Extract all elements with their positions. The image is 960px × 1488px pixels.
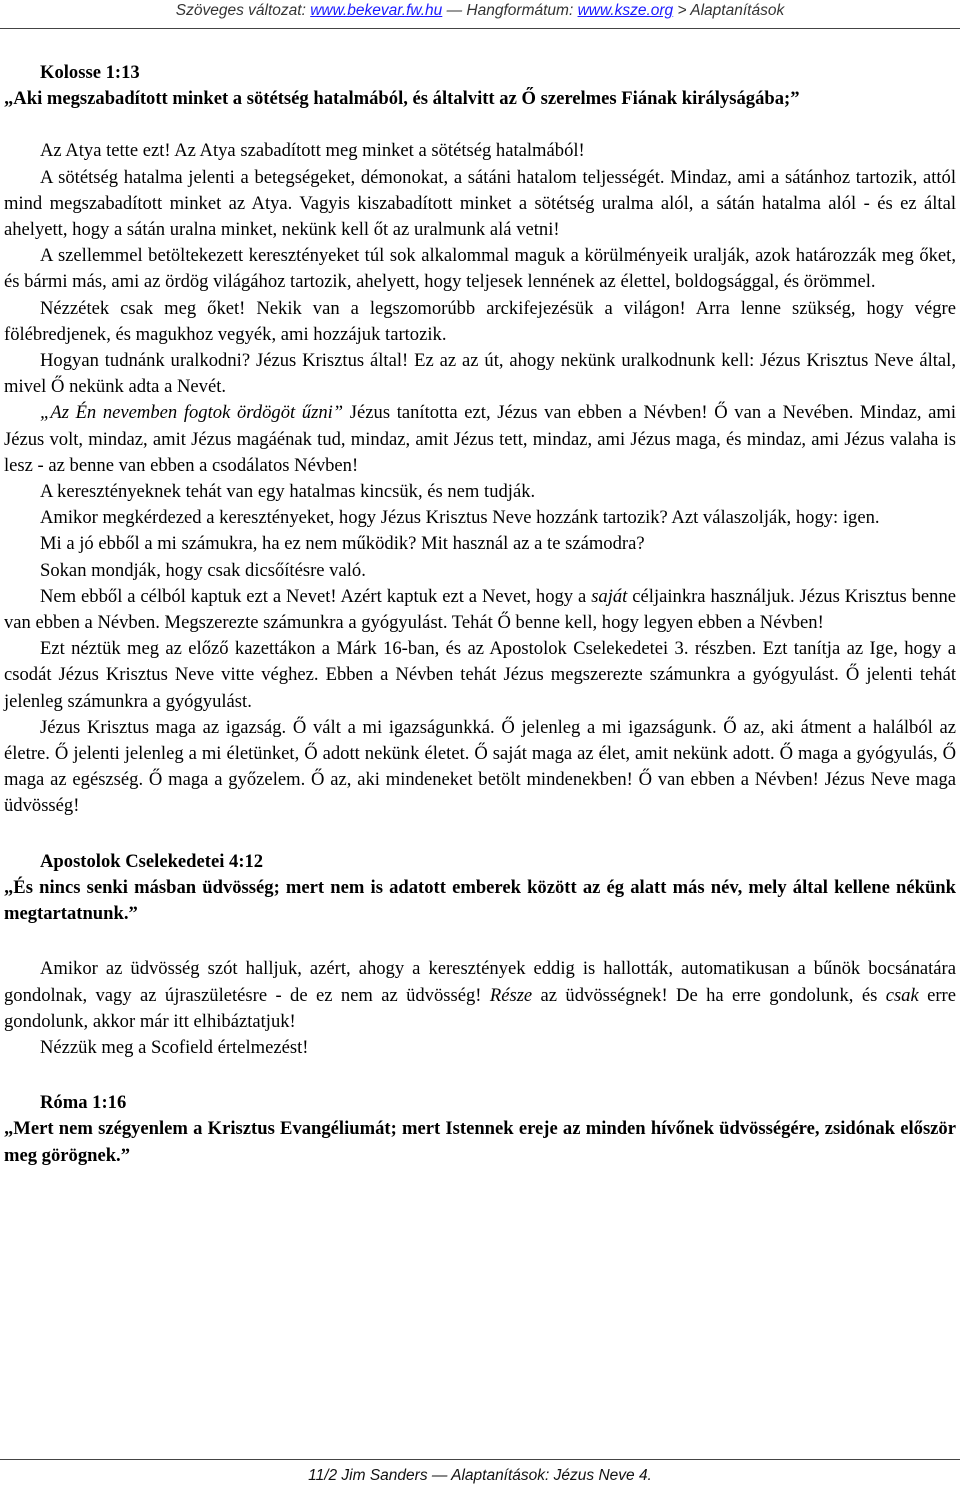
paragraph-text: az üdvösségnek! De ha erre gondolunk, és — [532, 984, 886, 1006]
emphasis: csak — [885, 984, 919, 1006]
spacer — [4, 112, 956, 138]
paragraph-name — [4, 400, 956, 479]
roma-reference: Róma 1:16 — [40, 1092, 127, 1114]
paragraph: Mi a jó ebből a mi számukra, ha ez nem működik? Mit használ az a te számodra? — [40, 533, 645, 555]
paragraph: A szellemmel betöltekezett keresztényeket túl sok alkalommal maguk a körülményeik uralják, azok határozzák meg őket, és bármi más, ami az ördög világához tartozik, ahelyett, hogy teljesek lennének az élettel, boldogsággal, és örömmel. — [4, 245, 956, 293]
spacer — [4, 1061, 956, 1090]
paragraph-text: erre gondolunk, akkor már itt elhibáztatjuk! — [4, 984, 956, 1032]
paragraph: Sokan mondják, hogy csak dicsőítésre való. — [40, 559, 366, 581]
spacer — [4, 820, 956, 849]
bekevar-link[interactable]: www.bekevar.fw.hu — [310, 2, 443, 19]
page-footer — [0, 1447, 960, 1488]
paragraph: A keresztényeknek tehát van egy hatalmas kincsük, és nem tudják. — [40, 481, 536, 503]
paragraph-text: céljainkra használjuk. Jézus Krisztus benne van ebben a Névben. Megszerezte számunkra a gyógyulást. Tehát Ő benne kell, hogy legyen ebben a Névben! — [4, 585, 957, 634]
paragraph: Jézus Krisztus maga az igazság. Ő vált a mi igazságunkká. Ő jelenleg a mi igazságunk. Ő az, aki átment a halálból az életre. Ő jelenti jelenleg a mi életünket, Ő adott nekünk életet. Ő saját maga az élet, amit nekünk adott. Ő maga a gyógyulás, Ő maga az egészség. Ő maga a győzelem. Ő az, aki mindeneket betölt mindenekben! Ő van ebben a Névben! Jézus Neve maga üdvösség! — [4, 716, 956, 817]
document-body — [4, 60, 956, 1169]
header-label: Szöveges változat: — [175, 2, 311, 19]
paragraph: Az Atya tette ezt! Az Atya szabadított meg minket a sötétség hatalmából! — [40, 140, 585, 162]
kolosse-reference: Kolosse 1:13 — [40, 62, 140, 83]
emphasis: saját — [591, 585, 628, 607]
quoted-verse: „Az Én nevemben fogtok ördögöt űzni” — [40, 402, 344, 424]
paragraph-sajat — [4, 584, 956, 636]
spacer — [4, 927, 956, 956]
paragraph: Nézzük meg a Scofield értelmezést! — [40, 1036, 309, 1058]
paragraph-text: Nem ebből a célból kaptuk ezt a Nevet! Azért kaptuk ezt a Nevet, hogy a — [40, 585, 592, 607]
apcsel-quote: „És nincs senki másban üdvösség; mert nem is adatott emberek között az ég alatt más név, mely által kellene nékünk megtartatnunk.” — [4, 876, 956, 925]
header-label-2: — Hangformátum: — [442, 2, 578, 19]
page-header — [0, 0, 960, 40]
apcsel-reference: Apostolok Cselekedetei 4:12 — [40, 850, 264, 872]
paragraph: Amikor megkérdezed a keresztényeket, hogy Jézus Krisztus Neve hozzánk tartozik? Azt válaszolják, hogy: igen. — [40, 507, 880, 529]
roma-quote: „Mert nem szégyenlem a Krisztus Evangéliumát; mert Istennek ereje az minden hívőnek üdvösségére, zsidónak először meg görögnek.” — [4, 1118, 956, 1166]
paragraph-udvosseg — [4, 956, 956, 1035]
paragraph: A sötétség hatalma jelenti a betegségeket, démonokat, a sátáni hatalom teljességét. Mindaz, ami a sátánhoz tartozik, attól mind megszabadított minket az Atya. Vagyis kiszabadított minket a sötétség uralma alól, a sátán hatalma alól - és ez által ahelyett, hogy a sátán uralna minket, nekünk kell őt az uralmunk alá vetni! — [4, 166, 956, 241]
paragraph: Hogyan tudnánk uralkodni? Jézus Krisztus által! Ez az az út, ahogy nekünk uralkodnunk kell: Jézus Krisztus Neve által, mivel Ő nekünk adta a Nevét. — [4, 350, 956, 398]
kolosse-quote: „Aki megszabadított minket a sötétség hatalmából, és általvitt az Ő szerelmes Fiának királyságába;” — [4, 88, 800, 110]
emphasis: Része — [489, 984, 533, 1006]
header-breadcrumb: > Alaptanítások — [673, 2, 785, 19]
header-rule — [0, 28, 960, 29]
ksze-link[interactable]: www.ksze.org — [577, 2, 674, 19]
footer-text: 11/2 Jim Sanders — Alaptanítások: Jézus Neve 4. — [308, 1467, 652, 1484]
paragraph-text: Amikor az üdvösség szót halljuk, azért, ahogy a keresztények eddig is hallották, automatikusan a bűnök bocsánatára gondolnak, vagy az újraszületésre - de ez nem az üdvösség! — [4, 958, 956, 1006]
footer-rule — [0, 1459, 960, 1460]
paragraph: Ezt néztük meg az előző kazettákon a Márk 16-ban, és az Apostolok Cselekedetei 3. részben. Ezt tanítja az Ige, hogy a csodát Jézus Krisztus Neve vitte véghez. Ebben a Névben tehát Jézus megszerezte számunkra a gyógyulást. Ő jelenti tehát jelenleg számunkra a gyógyulást. — [4, 638, 956, 712]
paragraph: Nézzétek csak meg őket! Nekik van a legszomorúbb arckifejezésük a világon! Arra lenne szükség, hogy végre fölébredjenek, és magukhoz vegyék, ami hozzájuk tartozik. — [4, 297, 956, 345]
paragraph-text: Jézus tanította ezt, Jézus van ebben a Névben! Ő van a Nevében. Mindaz, ami Jézus volt, mindaz, amit Jézus magáénak tud, mindaz, amit Jézus tett, mindaz, ami Jézus maga, és mindaz, ami Jézus valaha is lesz - az benne van ebben a csodálatos Névben! — [4, 402, 957, 476]
